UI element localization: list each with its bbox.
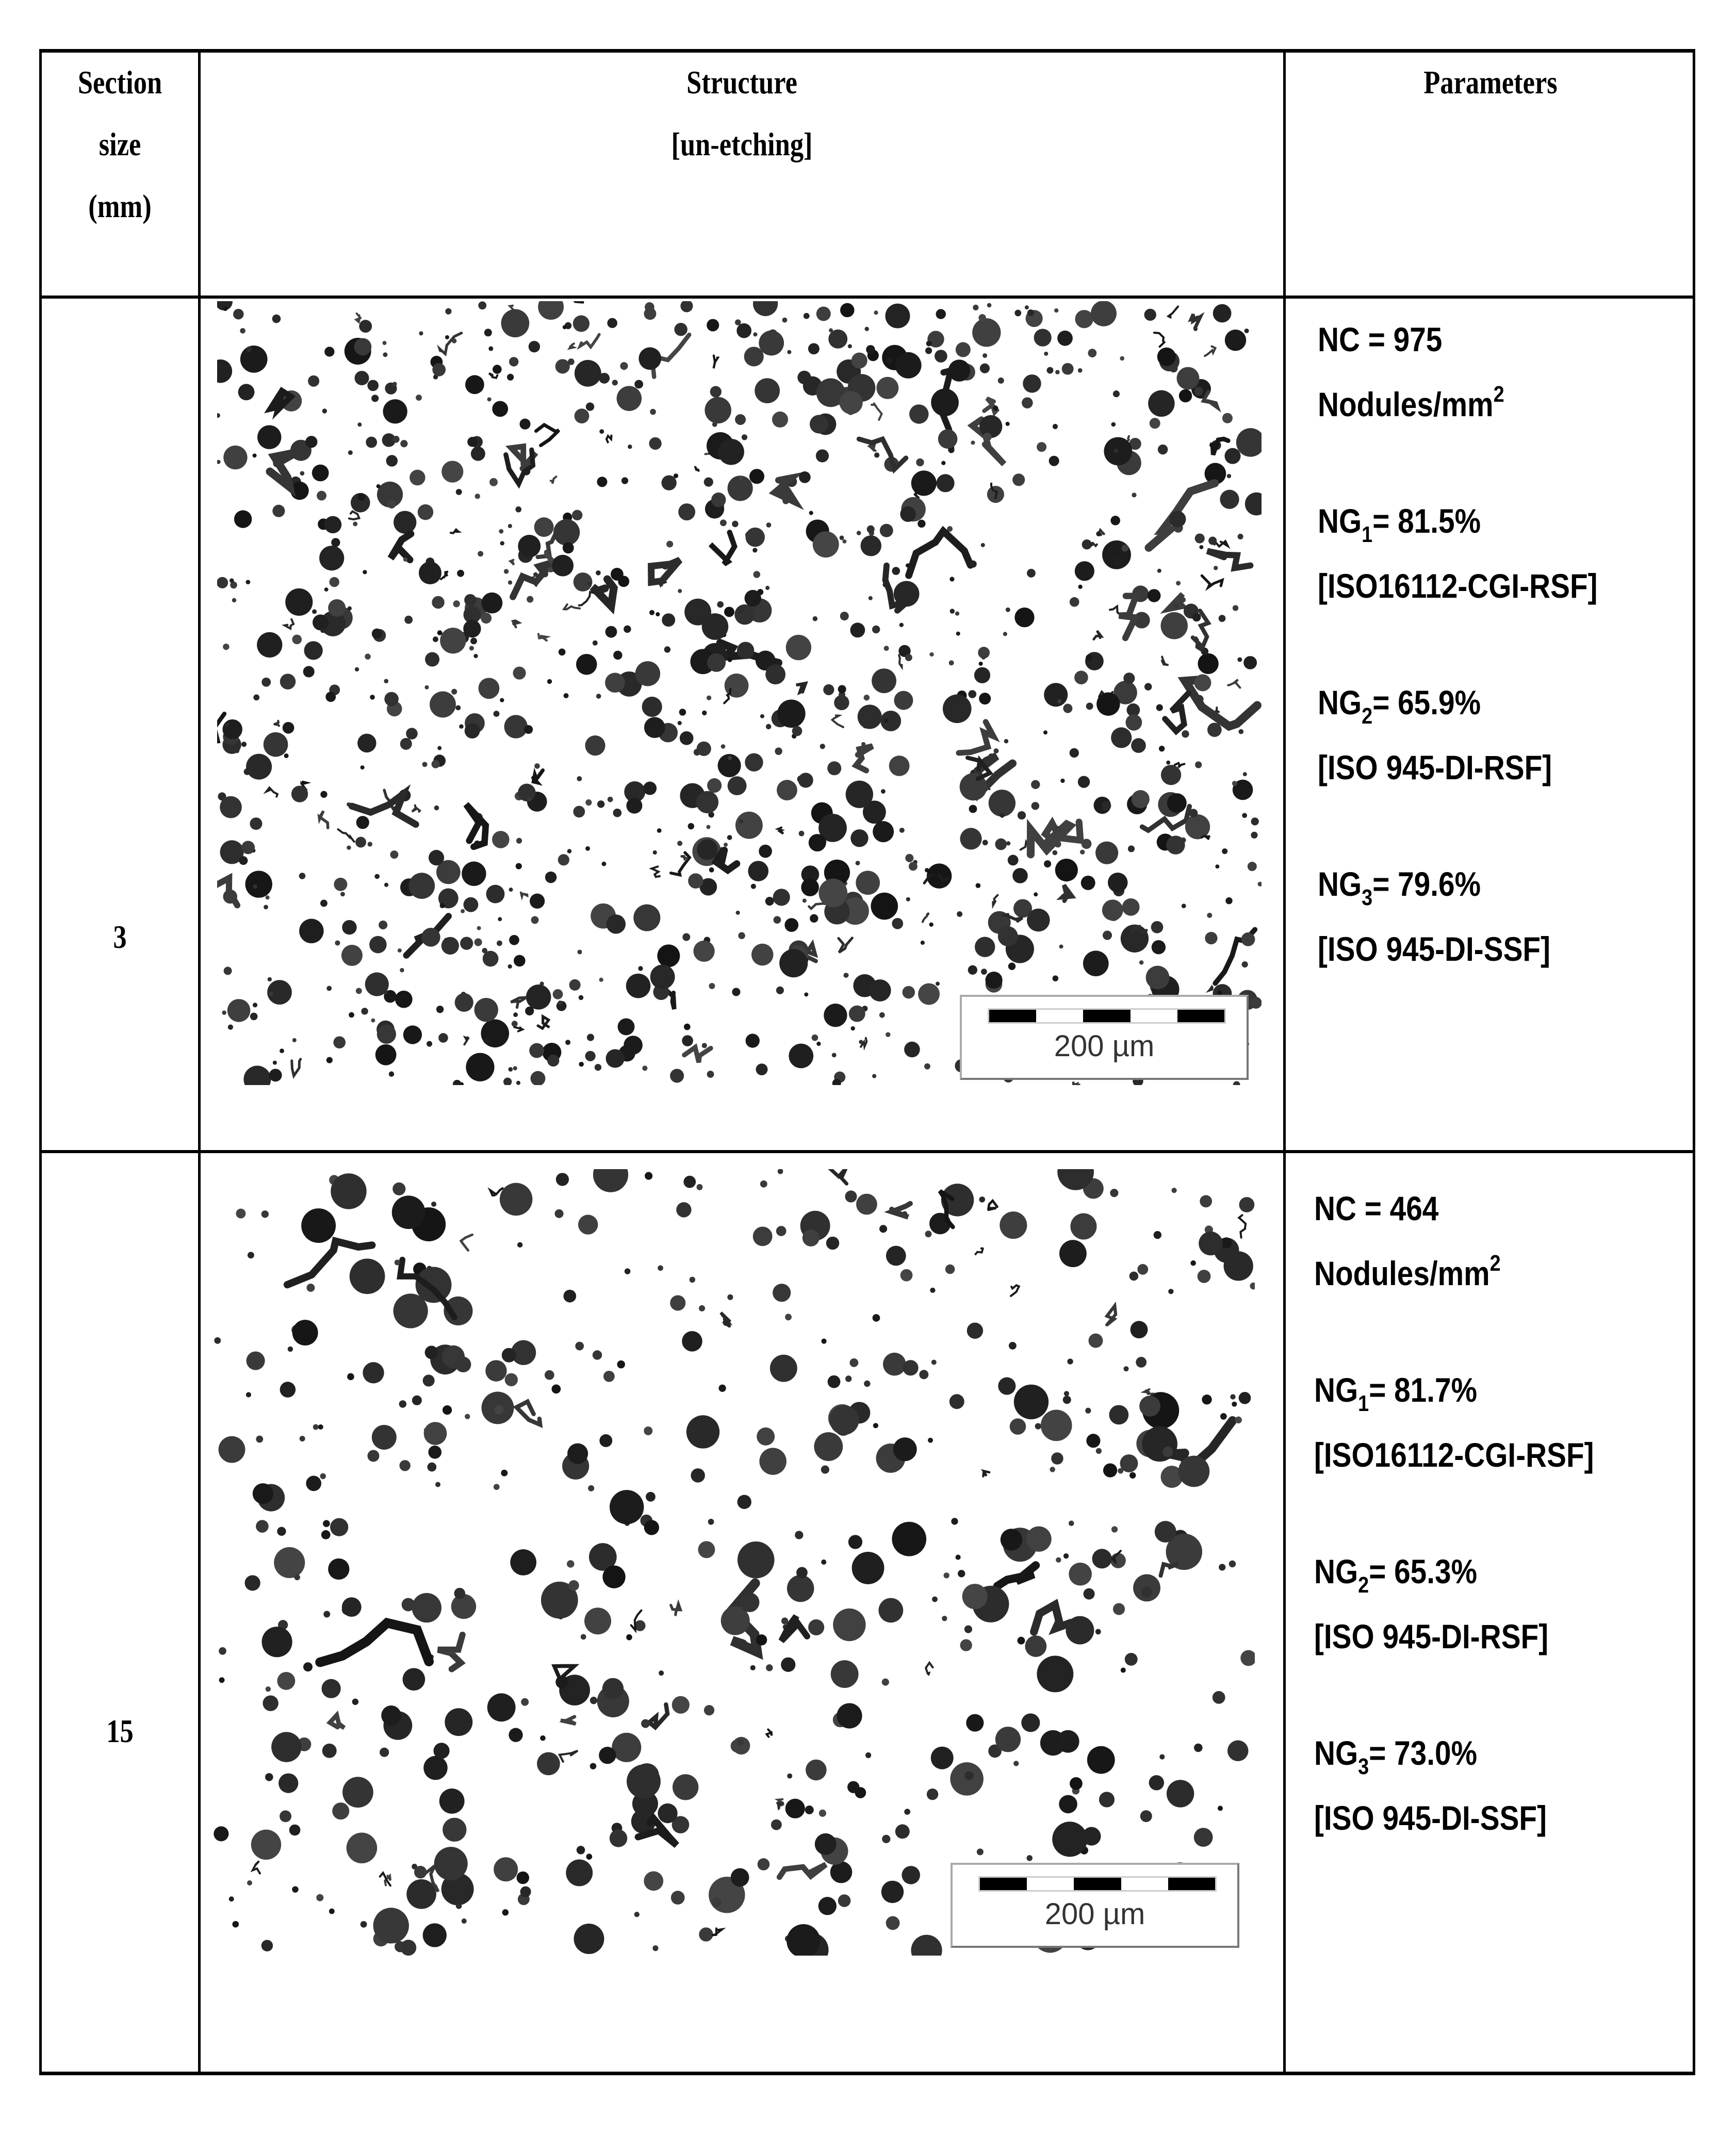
- graphite-nodules-image-2: [210, 1169, 1255, 1956]
- ng1-standard: [ISO16112-CGI-RSF]: [1318, 567, 1598, 605]
- ng1-value: $NG_1= 81.7\%$: [1314, 1371, 1478, 1416]
- nc-value: NC = 464: [1314, 1189, 1439, 1227]
- ng3-standard: [ISO 945-DI-SSF]: [1314, 1799, 1547, 1837]
- row-1-section-size: 3: [113, 918, 127, 955]
- row-divider: [42, 1150, 1693, 1153]
- ng3-value: $NG_3= 73.0\%$: [1314, 1734, 1478, 1779]
- scale-bar-ruler: [978, 1876, 1217, 1892]
- ng1-value: $NG_1= 81.5\%$: [1318, 502, 1481, 547]
- row-1-scale-bar: [960, 995, 1249, 1080]
- ng3-value: $NG_3= 79.6\%$: [1318, 865, 1481, 910]
- header-section-size: [56, 52, 184, 237]
- header-row-divider: [42, 296, 1693, 299]
- header-section-size-line-1: Section: [77, 64, 162, 101]
- ng2-standard: [ISO 945-DI-RSF]: [1318, 748, 1552, 786]
- row-2-parameters: [1314, 1176, 1594, 1850]
- header-structure: [298, 52, 1186, 175]
- header-section-size-line-3: (mm): [88, 188, 152, 224]
- header-parameters: [1322, 52, 1658, 113]
- header-parameters-line-1: Parameters: [1423, 64, 1558, 101]
- scale-bar-label: 200 µm: [1054, 1029, 1155, 1063]
- scale-bar-label: 200 µm: [1044, 1897, 1145, 1931]
- ng2-value: $NG_2= 65.9\%$: [1318, 683, 1481, 729]
- row-1-parameters: [1318, 307, 1598, 981]
- scale-bar-ruler: [988, 1008, 1226, 1024]
- row-2-section-size: 15: [106, 1713, 134, 1749]
- row-2-micrograph: [210, 1169, 1255, 1956]
- row-1-micrograph: [217, 301, 1262, 1085]
- nc-value: NC = 975: [1318, 320, 1443, 358]
- row-2-scale-bar: [951, 1863, 1239, 1948]
- column-divider-1: [198, 53, 201, 2072]
- ng2-value: $NG_2= 65.3\%$: [1314, 1552, 1478, 1598]
- ng3-standard: [ISO 945-DI-SSF]: [1318, 930, 1551, 968]
- graphite-nodules-image-1: [217, 301, 1262, 1085]
- ng2-standard: [ISO 945-DI-RSF]: [1314, 1617, 1549, 1655]
- nc-unit: Nodules/$mm^2$: [1314, 1251, 1501, 1292]
- header-structure-line-1: Structure: [686, 64, 797, 101]
- header-structure-line-2: [un-etching]: [671, 126, 813, 162]
- header-section-size-line-2: size: [99, 126, 141, 162]
- column-divider-2: [1283, 53, 1286, 2072]
- nc-unit: Nodules/$mm^2$: [1318, 382, 1504, 423]
- ng1-standard: [ISO16112-CGI-RSF]: [1314, 1436, 1594, 1474]
